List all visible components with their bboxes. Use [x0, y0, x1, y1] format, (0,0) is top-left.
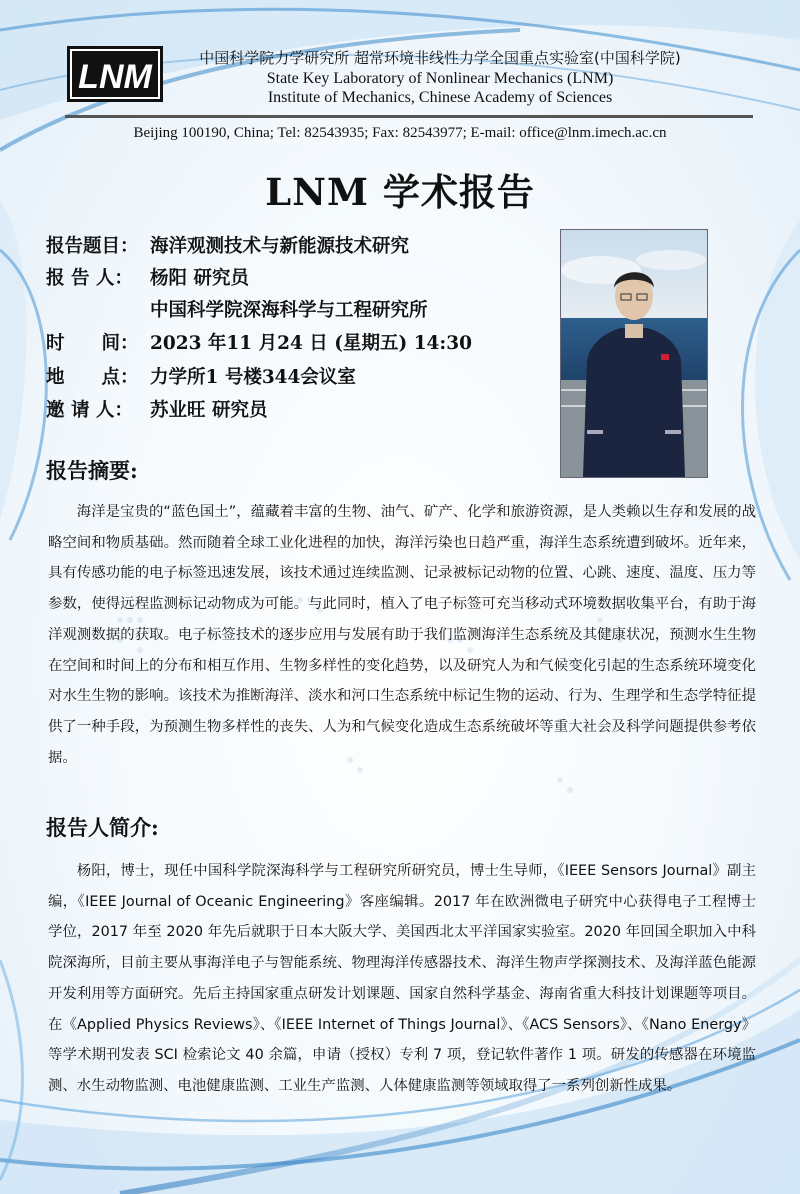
topic-value: 海洋观测技术与新能源技术研究 — [150, 236, 410, 257]
org-name-english-line1: State Key Laboratory of Nonlinear Mechanics (LNM) — [266, 70, 614, 87]
page-title: LNM 学术报告 — [265, 170, 535, 214]
time-value: 2023 年11 月24 日 (星期五) 14:30 — [150, 333, 473, 354]
lnm-logo — [67, 46, 163, 102]
time-label: 时 间： — [46, 333, 139, 354]
abstract-heading: 报告摘要: — [46, 458, 138, 483]
contact-info: Beijing 100190, China; Tel: 82543935; Fax: 82543977; E-mail: office@lnm.imech.ac.cn — [133, 125, 667, 141]
bio-heading: 报告人简介: — [46, 815, 159, 840]
speaker-label: 报 告 人： — [46, 268, 133, 289]
speaker-value: 杨阳 研究员 — [150, 268, 249, 289]
org-name-chinese: 中国科学院力学研究所 超常环境非线性力学全国重点实验室(中国科学院) — [199, 49, 681, 67]
svg-text:LNM: LNM — [78, 58, 152, 96]
place-value: 力学所1 号楼344会议室 — [150, 367, 356, 388]
speaker-photo — [560, 229, 708, 478]
topic-label: 报告题目： — [46, 236, 139, 257]
header-divider — [65, 115, 753, 118]
speaker-affiliation: 中国科学院深海科学与工程研究所 — [150, 300, 428, 321]
host-value: 苏业旺 研究员 — [150, 400, 268, 421]
abstract-text: 海洋是宝贵的“蓝色国土”，蕴藏着丰富的生物、油气、矿产、化学和旅游资源，是人类赖以生存和发展的战略空间和物质基础。然而随着全球工业化进程的加快，海洋污染也日趋严重，海洋生态系统遭到破坏。近年来，具有传感功能的电子标签迅速发展，该技术通过连续监测、记录被标记动物的位置、心跳、速度、温度、压力等参数，使得远程监测标记动物成为可能。与此同时，植入了电子标签可充当移动式环境数据收集平台，有助于海洋观测数据的获取。电子标签技术的逐步应用与发展有助于我们监测海洋生态系统及其健康状况，预测水生生物在空间和时间上的分布和相互作用、生物多样性的变化趋势，以及研究人为和气候变化引起的生态系统环境变化对水生生物的影响。该技术为推断海洋、淡水和河口生态系统中标记生物的运动、行为、生理学和生态学特征提供了一种手段，为预测生物多样性的丧失、人为和气候变化造成生态系统破坏等重大社会及科学问题提供参考依据。 — [48, 504, 756, 766]
bio-text: 杨阳，博士，现任中国科学院深海科学与工程研究所研究员，博士生导师，《IEEE Sensors Journal》副主编，《IEEE Journal of Oceanic Engineering》客座编辑。2017 年在欧洲微电子研究中心获得电子工程博士学位，2017 年至 2020 年先后就职于日本大阪大学、美国西北太平洋国家实验室。2020 年回国全职加入中科院深海所，目前主要从事海洋电子与智能系统、物理海洋传感器技术、海洋生物声学探测技术、及海洋蓝色能源开发利用等方面研究。先后主持国家重点研发计划课题、国家自然科学基金、海南省重大科技计划课题等项目。在《Applied Physics Reviews》、《IEEE Internet of Things Journal》、《ACS Sensors》、《Nano Energy》等学术期刊发表 SCI 检索论文 40 余篇，申请（授权）专利 7 项，登记软件著作 1 项。研发的传感器在环境监测、水生动物监测、电池健康监测、工业生产监测、人体健康监测等领域取得了一系列创新性成果。 — [48, 863, 756, 1094]
org-name-english-line2: Institute of Mechanics, Chinese Academy of Sciences — [267, 89, 613, 106]
host-label: 邀 请 人： — [46, 400, 133, 421]
place-label: 地 点： — [46, 367, 139, 388]
